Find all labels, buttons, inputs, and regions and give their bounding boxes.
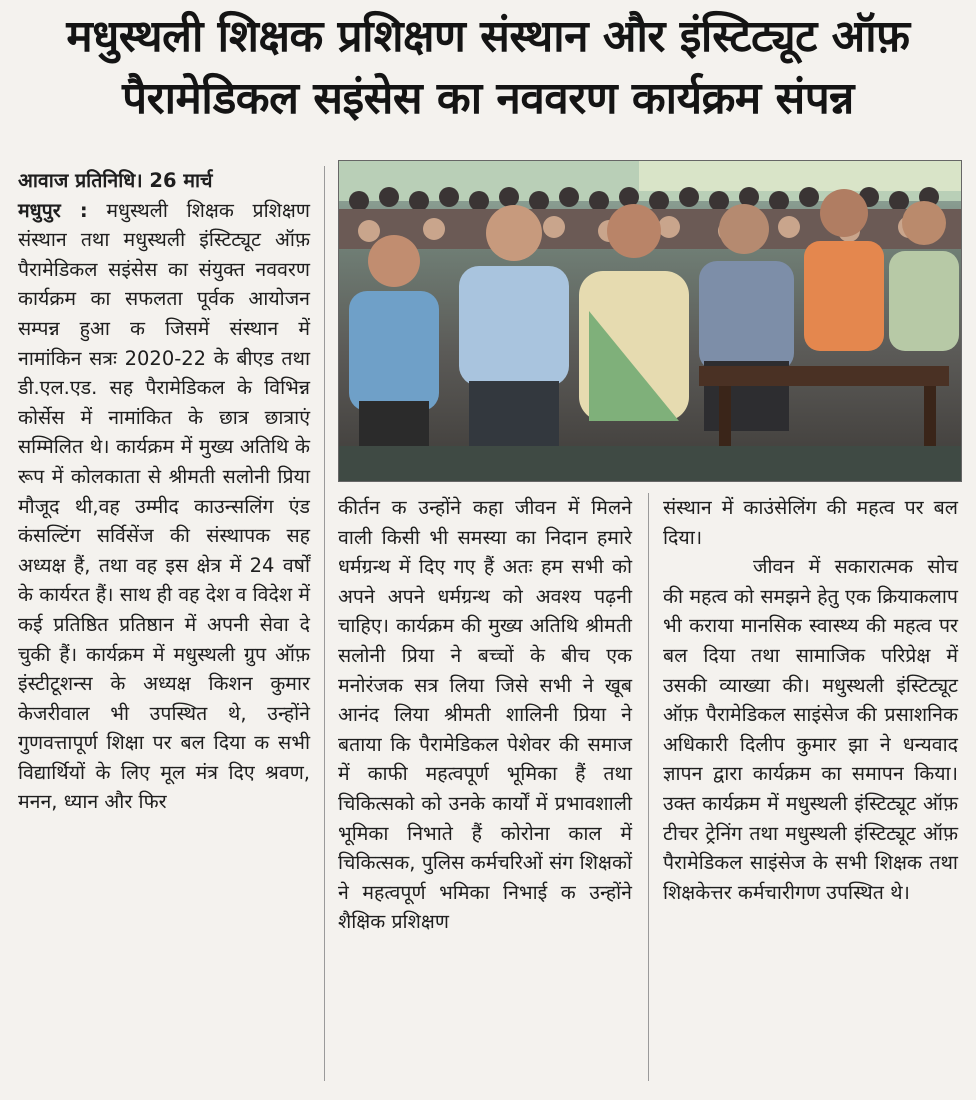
headline (0, 6, 976, 130)
col3-paragraph-1: संस्थान में काउंसेलिंग की महत्व पर बल दिया। (663, 496, 958, 549)
photo-illustration (339, 161, 961, 481)
column-divider (324, 166, 325, 1081)
article-column-1 (18, 166, 310, 817)
place-name: मधुपुर : (18, 198, 88, 222)
article-column-3 (663, 493, 958, 907)
col2-text: कीर्तन क उन्होंने कहा जीवन में मिलने वाली किसी भी समस्या का निदान हमारे धर्मग्रन्थ में दिए गए हैं अतः हम सभी को अपने अपने धर्मग्रन्थ को अवश्य पढ़नी चाहिए। कार्यक्रम की मुख्य अतिथि श्रीमती सलोनी प्रिया ने बच्चों के बीच एक मनोरंजक सत्र लिया जिसे सभी ने खूब आनंद लिया श्रीमती शालिनी प्रिया ने बताया कि पैरामेडिकल पेशेवर की समाज में काफी महत्वपूर्ण भूमिका हैं तथा चिकित्सको को उनके कार्यों में प्रभावशाली भूमिका निभाते हैं कोरोना काल में चिकित्सक, पुलिस कर्मचरिओं संग शिक्षकों ने महत्वपूर्ण भमिका निभाई क उन्होंने शैक्षिक प्रशिक्षण (338, 496, 632, 934)
column-divider (648, 493, 649, 1081)
headline-line-2: पैरामेडिकल सइंसेस का नववरण कार्यक्रम संपन्न (122, 73, 854, 124)
col1-text: मधुस्थली शिक्षक प्रशिक्षण संस्थान तथा मधुस्थली इंस्टिट्यूट ऑफ़ पैरामेडिकल सइंसेस का संयुक्त नववरण कार्यक्रम का सफलता पूर्वक आयोजन सम्पन्न हुआ क जिसमें संस्थान में नामांकिन सत्रः 2020-22 के बीएड तथा डी.एल.एड. सह पैरामेडिकल के विभिन्न कोर्सेस में नामांकित के छात्र छात्राएं सम्मिलित थे। कार्यक्रम में मुख्य अतिथि के रूप में कोलकाता से श्रीमती सलोनी प्रिया मौजूद थी,वह उम्मीद काउन्सलिंग एंड कंसल्टिंग सर्विसेंज की संस्थापक सह अध्यक्ष हैं, तथा वह इस क्षेत्र में 24 वर्षों के कार्यरत हैं। साथ ही वह देश व विदेश में कई प्रतिष्ठित प्रतिष्ठान में अपनी सेवा दे चुकी हैं। कार्यक्रम में मधुस्थली ग्रुप ऑफ़ इंस्टीटूशन्स के अध्यक्ष किशन कुमार केजरीवाल भी उपस्थित थे, उन्होंने गुणवत्तापूर्ण शिक्षा पर बल दिया क सभी विद्यार्थियों के लिए मूल मंत्र दिए श्रवण, मनन, ध्यान और फिर (18, 198, 310, 814)
event-photo (338, 160, 962, 482)
headline-line-1: मधुस्थली शिक्षक प्रशिक्षण संस्थान और इंस्टिट्यूट ऑफ़ (66, 11, 910, 62)
col1-paragraph (18, 196, 310, 817)
article-column-2 (338, 493, 632, 937)
col3-paragraph-2: जीवन में सकारात्मक सोच की महत्व को समझने हेतु एक क्रियाकलाप भी कराया मानसिक स्वास्थ्य की महत्व पर बल दिया तथा सामाजिक परिप्रेक्ष में उसकी व्याख्या की। मधुस्थली इंस्टिट्यूट ऑफ़ पैरामेडिकल साइंसेज की प्रसाशनिक अधिकारी दिलीप कुमार झा ने धन्यवाद ज्ञापन द्वारा कार्यक्रम का समापन किया। उक्त कार्यक्रम में मधुस्थली इंस्टिट्यूट ऑफ़ टीचर ट्रेनिंग तथा मधुस्थली इंस्टिट्यूट ऑफ़ पैरामेडिकल साइंसेज के सभी शिक्षक तथा शिक्षकेत्तर कर्मचारीगण उपस्थित थे। (663, 555, 958, 904)
dateline: आवाज प्रतिनिधि। 26 मार्च (18, 169, 213, 192)
